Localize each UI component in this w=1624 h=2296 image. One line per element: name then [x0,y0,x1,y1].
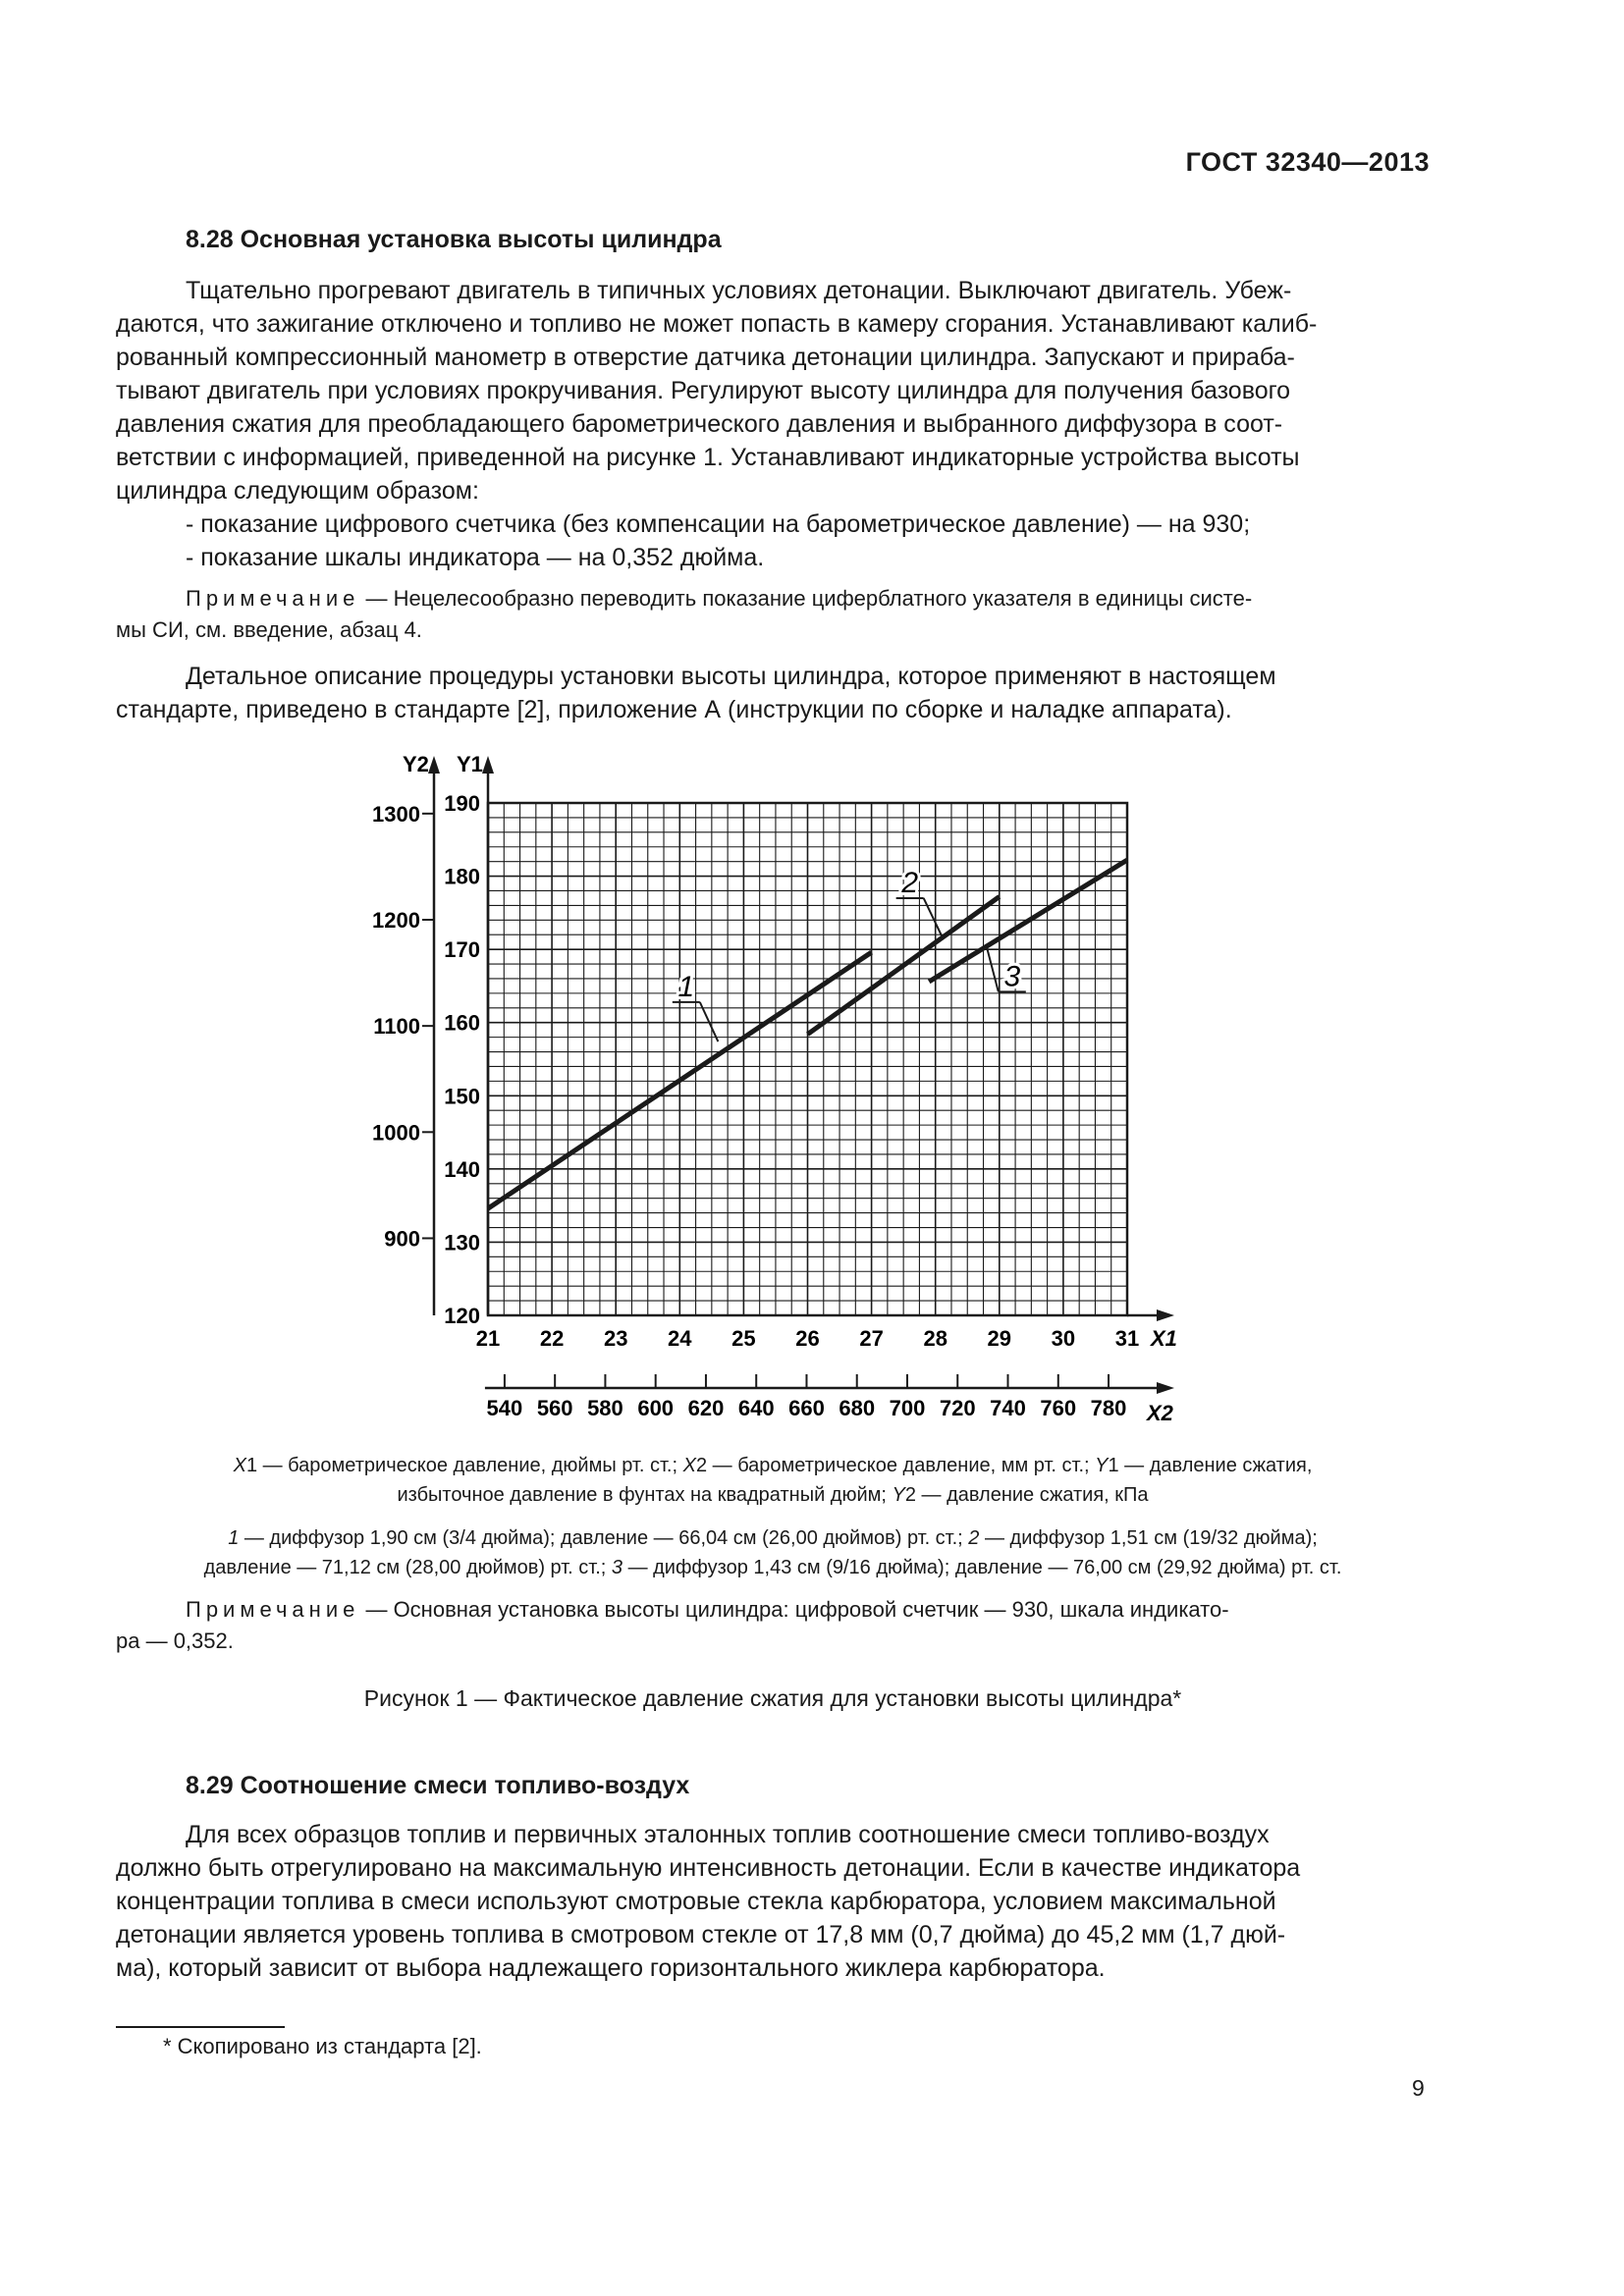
x1-tick-label: 23 [603,1326,628,1351]
paragraph-8-29: Для всех образцов топлив и первичных эталонных топлив соотношение смеси топливо-воздух должно быть отрегулировано на максимальную интенсивность детонации. Если в качестве индикатора концентрации топлива в смеси используют смотровые стекла карбюратора, условием максимальной детонации является уровень топлива в смотровом стекле от 17,8 мм (0,7 дюйма) до 45,2 мм (1,7 дюй- ма), который зависит от выбора надлежащего горизонтального жиклера карбюратора. [116,1821,1301,1982]
y2-tick-label: 1300 [372,801,420,827]
note-label: Примечание [186,1597,360,1622]
x2-tick-label: 580 [587,1396,623,1420]
para-line: тывают двигатель при условиях прокручивания. Регулируют высоту цилиндра для получения базового [116,377,1291,404]
y1-tick-label: 130 [444,1230,480,1255]
y2-tick-label: 1200 [372,907,420,933]
x2-axis-label: X2 [1147,1401,1173,1425]
series-label-3: 3 [1003,960,1021,993]
x2-tick-label: 640 [737,1396,775,1420]
standard-id: ГОСТ 32340—2013 [1185,147,1430,177]
list-item-counter: - показание цифрового счетчика (без компенсации на барометрическое давление) — на 930; [186,510,1251,538]
para-line: цилиндра следующим образом: [116,477,479,505]
x2-tick-label: 600 [637,1396,675,1420]
x2-tick-label: 560 [536,1396,573,1420]
y2-tick-label: 1000 [372,1120,420,1146]
y2-tick-label: 1100 [373,1014,420,1040]
x2-tick-label: 660 [788,1396,825,1420]
note-2: Примечание — Основная установка высоты цилиндра: цифровой счетчик — 930, шкала индикато- ра — 0,352. [116,1597,1229,1653]
x1-tick-label: 29 [987,1326,1012,1351]
x1-tick-label: 28 [923,1326,947,1351]
series-label-1: 1 [677,970,695,1003]
footnote-divider [116,2026,285,2028]
y1-axis-arrow [482,756,494,774]
y1-tick-label: 160 [444,1010,480,1036]
x2-tick-label: 740 [990,1396,1026,1420]
note-label: Примечание [186,586,360,611]
x1-tick-label: 22 [539,1326,565,1351]
x1-tick-label: 25 [731,1326,756,1351]
y1-tick-label: 180 [444,864,480,889]
para-line: давления сжатия для преобладающего барометрического давления и выбранного диффузора в соот- [116,410,1283,438]
paragraph-8-28-2: Детальное описание процедуры установки высоты цилиндра, которое применяют в настоящем стандарте, приведено в стандарте [2], приложение А (инструкции по сборке и наладке аппарата). [116,663,1276,723]
y1-axis-label: Y1 [457,752,483,776]
list-item-indicator: - показание шкалы индикатора — на 0,352 дюйма. [186,544,765,571]
footnote: * Скопировано из стандарта [2]. [163,2034,482,2058]
figure-legend-axes: X1 — барометрическое давление, дюймы рт. ст.; X2 — барометрическое давление, мм рт. ст.; Y1 — давление сжатия, избыточное давление в фунтах на квадратный дюйм; Y2 — давление сжатия, кПа [233,1455,1313,1506]
x1-axis-arrow [1157,1309,1174,1321]
x1-tick-label: 27 [859,1326,884,1351]
note-1: Примечание — Нецелесообразно переводить показание циферблатного указателя в единицы систе- мы СИ, см. введение, абзац 4. [116,586,1253,642]
section-title-8-29: 8.29 Соотношение смеси топливо-воздух [186,1772,690,1799]
para-line: рованный компрессионный манометр в отверстие датчика детонации цилиндра. Запускают и прираба- [116,344,1295,371]
y2-axis-label: Y2 [403,752,429,776]
x1-tick-label: 30 [1051,1326,1076,1351]
y1-tick-label: 120 [444,1304,480,1328]
x2-tick-label: 700 [889,1396,926,1420]
x1-tick-label: 31 [1114,1326,1140,1351]
x2-tick-label: 720 [939,1396,976,1420]
section-title-8-28: 8.28 Основная установка высоты цилиндра [186,226,722,253]
x2-axis-arrow [1157,1382,1174,1394]
series-line-3 [929,860,1127,982]
para-line: Тщательно прогревают двигатель в типичных условиях детонации. Выключают двигатель. Убеж- [186,277,1292,304]
y2-tick-label: 900 [384,1226,420,1252]
para-line: даются, что зажигание отключено и топливо не может попасть в камеру сгорания. Устанавливают калиб- [116,310,1318,338]
x2-tick-label: 780 [1090,1396,1127,1420]
figure-caption: Рисунок 1 — Фактическое давление сжатия для установки высоты цилиндра* [363,1685,1182,1711]
x2-tick-label: 540 [486,1396,523,1420]
x1-tick-label: 26 [795,1326,820,1351]
para-line: ветствии с информацией, приведенной на рисунке 1. Устанавливают индикаторные устройства высоты [116,444,1300,471]
series-label-2: 2 [901,866,919,899]
y1-tick-label: 190 [444,791,480,816]
x2-tick-label: 760 [1040,1396,1077,1420]
y1-tick-label: 140 [444,1156,480,1182]
y1-tick-label: 150 [444,1084,480,1109]
page-number: 9 [1412,2075,1425,2101]
y1-tick-label: 170 [444,937,480,963]
figure-legend-series: 1 — диффузор 1,90 см (3/4 дюйма); давление — 66,04 см (26,00 дюймов) рт. ст.; 2 — диффузор 1,51 см (19/32 дюйма); давление — 71,12 см (28,00 дюймов) рт. ст.; 3 — диффузор 1,43 см (9/16 дюйма); давление — 76,00 см (29,92 дюйма) рт. ст. [203,1527,1342,1578]
y2-axis-arrow [428,756,440,774]
x2-tick-label: 680 [839,1396,876,1420]
callout-leader [924,898,943,936]
x1-tick-label: 21 [475,1326,501,1351]
x1-axis-label: X1 [1151,1326,1177,1351]
x2-tick-label: 620 [687,1396,725,1420]
callout-leader [987,946,999,991]
x1-tick-label: 24 [668,1326,692,1351]
